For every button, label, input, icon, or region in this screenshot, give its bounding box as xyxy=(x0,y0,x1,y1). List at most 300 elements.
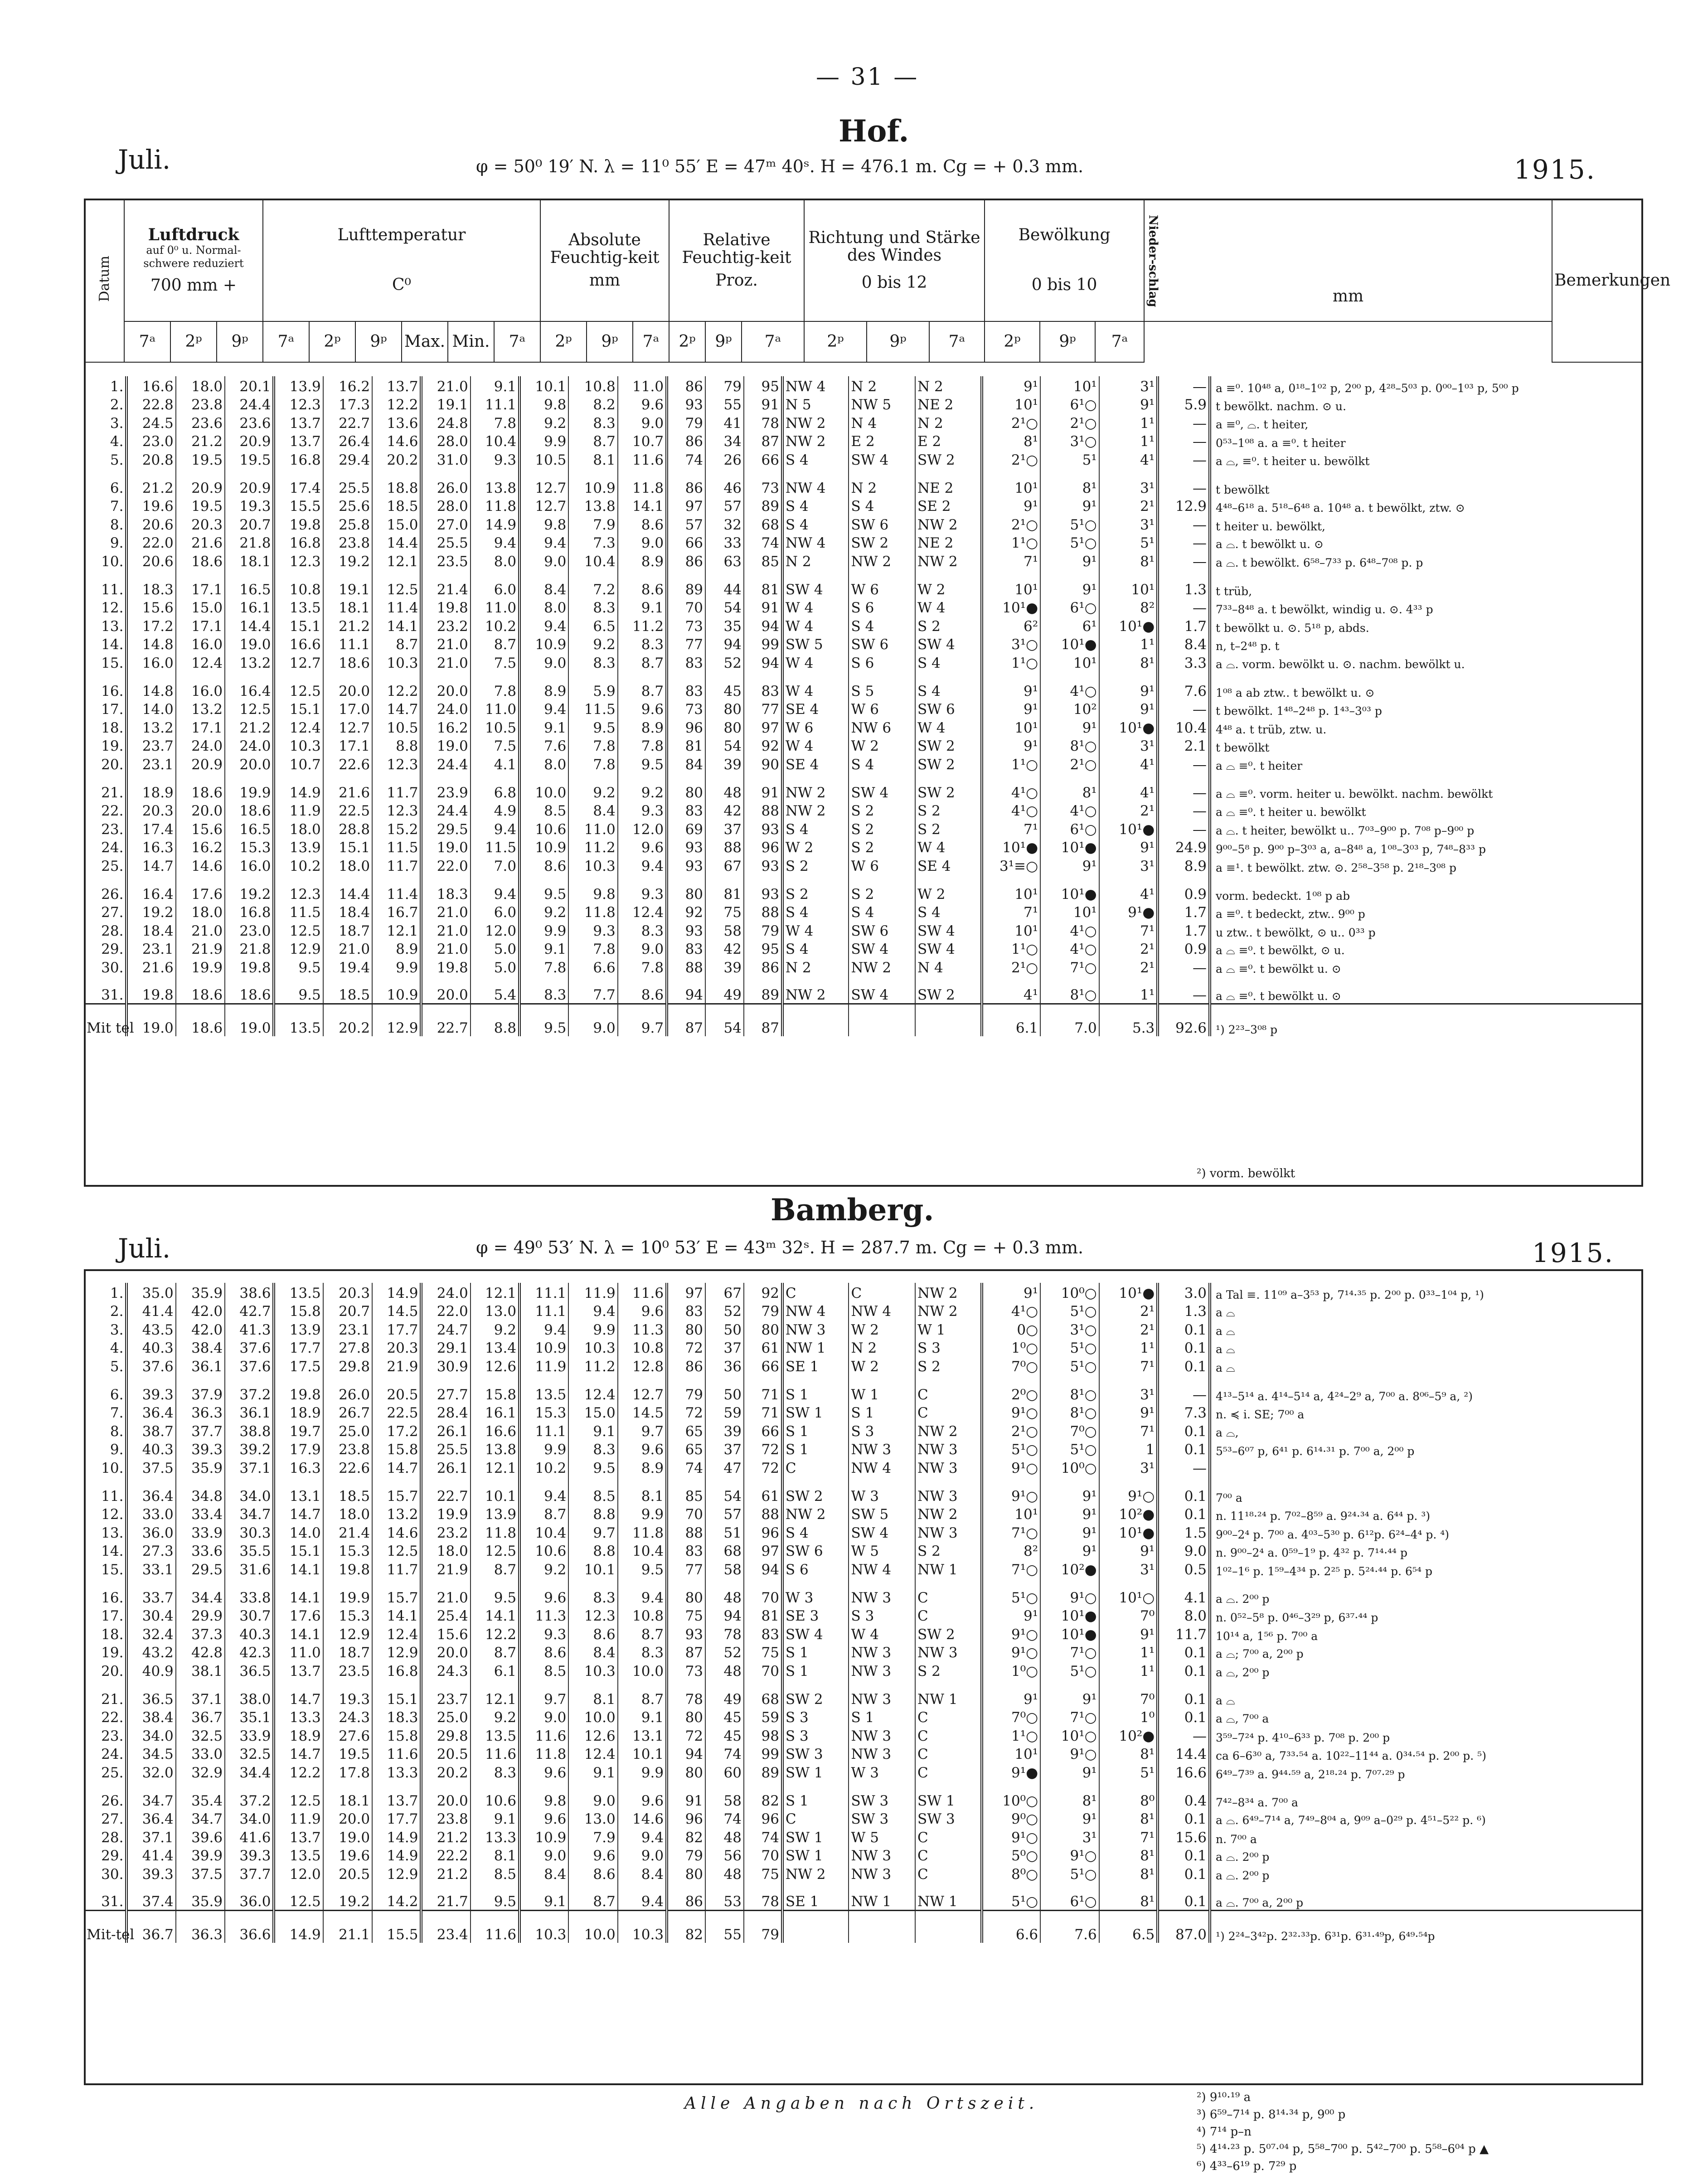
cell-cloud-9p: 10¹● xyxy=(1099,1283,1158,1301)
cell-cloud-9p: 3¹ xyxy=(1099,856,1158,874)
cell-abs-hum-9p: 9.0 xyxy=(618,413,667,432)
abs-humidity-header: Absolute Feuchtig-keit xyxy=(550,230,660,267)
col-max: Max. xyxy=(402,321,448,362)
cell-cloud-2p: 5¹○ xyxy=(1040,1440,1099,1458)
cell-remarks: t bewölkt xyxy=(1210,468,1643,496)
cell-temp-7a: 12.5 xyxy=(274,1781,323,1809)
cell-abs-hum-2p: 8.4 xyxy=(568,801,617,820)
cell-precipitation: 1.7 xyxy=(1158,903,1210,921)
cell-temp-2p: 15.1 xyxy=(323,838,372,856)
cell-wind-2p: NW 3 xyxy=(849,1679,915,1708)
cell-precipitation: 0.1 xyxy=(1158,1338,1210,1357)
cell-rel-hum-2p: 53 xyxy=(705,1883,744,1911)
cell-pressure-2p: 36.1 xyxy=(176,1356,225,1375)
cell-wind-7a: C xyxy=(782,1283,849,1301)
cell-abs-hum-7a: 9.6 xyxy=(519,1809,568,1828)
cell-temp-9p: 17.7 xyxy=(372,1320,421,1338)
cell-cloud-7a: 9¹ xyxy=(982,736,1041,755)
cell-temp-9p: 18.8 xyxy=(372,468,421,496)
cell-cloud-7a: 5¹○ xyxy=(982,1440,1041,1458)
cell-remarks: a ≡⁰. 10⁴⁸ a, 0¹⁸–1⁰² p, 2⁰⁰ p, 4²⁸–5⁰³ p. 0⁰⁰–1⁰³ p, 5⁰⁰ p xyxy=(1210,376,1643,395)
cell-temp-7a: 15.1 xyxy=(274,1541,323,1560)
cell-rel-hum-7a: 87 xyxy=(667,1643,705,1661)
cell-cloud-7a: 7⁰○ xyxy=(982,1356,1041,1375)
cell-temp-2p: 19.5 xyxy=(323,1744,372,1763)
cell-abs-hum-9p: 9.4 xyxy=(618,1827,667,1846)
cell-temp-9p: 14.9 xyxy=(372,1827,421,1846)
cell-temp-2p: 29.8 xyxy=(323,1356,372,1375)
footnote: ⁶) 4³³–6¹⁹ p. 7²⁹ p xyxy=(1197,2160,1297,2173)
cell-pressure-2p: 32.5 xyxy=(176,1726,225,1744)
cell-temp-2p: 12.9 xyxy=(323,1624,372,1643)
cell-wind-9p: C xyxy=(915,1726,982,1744)
cell-temp-min: 11.8 xyxy=(471,1523,519,1541)
cell-rel-hum-9p: 94 xyxy=(744,1559,782,1578)
cell-date: 24. xyxy=(84,1744,126,1763)
cell-wind-2p: W 4 xyxy=(849,1624,915,1643)
cell-rel-hum-2p: 52 xyxy=(705,1301,744,1320)
cell-abs-hum-7a: 8.4 xyxy=(519,570,568,598)
cell-rel-hum-2p: 37 xyxy=(705,1338,744,1357)
cell-pressure-7a: 40.3 xyxy=(126,1440,175,1458)
cell-pressure-7a: 40.9 xyxy=(126,1661,175,1679)
cell-temp-9p: 10.9 xyxy=(372,976,421,1004)
cell-wind-9p: C xyxy=(915,1578,982,1606)
cell-temp-7a: 10.8 xyxy=(274,570,323,598)
cell-pressure-2p: 12.4 xyxy=(176,653,225,671)
cell-pressure-7a: 33.7 xyxy=(126,1578,175,1606)
cell-abs-hum-2p: 8.7 xyxy=(568,1883,617,1911)
cell-pressure-9p: 40.3 xyxy=(225,1624,274,1643)
cell-date: 10. xyxy=(84,551,126,570)
cell-rel-hum-7a: 94 xyxy=(667,976,705,1004)
cell-temp-9p: 18.3 xyxy=(372,1708,421,1726)
cell-abs-hum-7a: 8.6 xyxy=(519,1643,568,1661)
cell-temp-min: 11.1 xyxy=(471,395,519,413)
cell-rel-hum-7a: 83 xyxy=(667,1541,705,1560)
cell-abs-hum-7a: 8.4 xyxy=(519,1864,568,1883)
cell-temp-2p: 27.8 xyxy=(323,1338,372,1357)
cell-temp-max: 23.2 xyxy=(421,616,470,635)
cell-wind-7a: NW 2 xyxy=(782,1505,849,1523)
cell-cloud-9p: 3¹ xyxy=(1099,376,1158,395)
cell-wind-9p: SW 1 xyxy=(915,1781,982,1809)
cell-wind-2p: W 6 xyxy=(849,856,915,874)
cell-pressure-9p: 37.7 xyxy=(225,1864,274,1883)
cell-temp-max: 22.2 xyxy=(421,1846,470,1864)
cell-cloud-2p: 10¹● xyxy=(1040,1624,1099,1643)
cell-cloud-7a: 2¹○ xyxy=(982,514,1041,533)
cell-abs-hum-9p: 9.2 xyxy=(618,773,667,801)
cell-rel-hum-9p: 88 xyxy=(744,903,782,921)
cell-wind-9p: W 2 xyxy=(915,874,982,903)
cell-rel-hum-2p: 50 xyxy=(705,1375,744,1403)
cell-pressure-7a: 19.2 xyxy=(126,903,175,921)
cell-abs-hum-2p: 6.5 xyxy=(568,616,617,635)
cell-temp-max: 30.9 xyxy=(421,1356,470,1375)
cell-cloud-9p: 9¹ xyxy=(1099,838,1158,856)
cell-temp-min: 11.5 xyxy=(471,838,519,856)
cell-date: 4. xyxy=(84,1338,126,1357)
cell-rel-hum-7a: 83 xyxy=(667,801,705,820)
cell-rel-hum-2p: 35 xyxy=(705,616,744,635)
cell-cloud-9p: 10¹○ xyxy=(1099,1578,1158,1606)
cell-date: 2. xyxy=(84,395,126,413)
cell-pressure-2p: 19.5 xyxy=(176,450,225,468)
cell-cloud-2p: 8¹○ xyxy=(1040,976,1099,1004)
cell-temp-min: 9.5 xyxy=(471,1883,519,1911)
cell-pressure-2p: 37.1 xyxy=(176,1679,225,1708)
cell-wind-2p: S 5 xyxy=(849,671,915,699)
cell-date: 17. xyxy=(84,699,126,718)
cell-temp-min: 6.0 xyxy=(471,903,519,921)
cell-pressure-7a: 36.5 xyxy=(126,1679,175,1708)
cell-wind-7a: SW 2 xyxy=(782,1679,849,1708)
cell-abs-hum-2p: 9.4 xyxy=(568,1301,617,1320)
cell-pressure-2p: 37.5 xyxy=(176,1864,225,1883)
cell-date: 8. xyxy=(84,514,126,533)
cell-temp-min: 9.1 xyxy=(471,1809,519,1828)
cell-date: 9. xyxy=(84,1440,126,1458)
cell-temp-2p: 20.0 xyxy=(323,671,372,699)
cell-wind-7a: S 4 xyxy=(782,1523,849,1541)
cell-rel-hum-2p: 49 xyxy=(705,976,744,1004)
cell-rel-hum-2p: 56 xyxy=(705,1846,744,1864)
cell-abs-hum-2p: 9.3 xyxy=(568,921,617,939)
cell-wind-7a: N 5 xyxy=(782,395,849,413)
cell-precipitation: 0.1 xyxy=(1158,1679,1210,1708)
cell-pressure-7a: 20.6 xyxy=(126,551,175,570)
cell-temp-9p: 15.7 xyxy=(372,1578,421,1606)
cell-wind-2p: N 2 xyxy=(849,376,915,395)
cell-pressure-9p: 37.6 xyxy=(225,1356,274,1375)
cell-wind-2p: NW 4 xyxy=(849,1559,915,1578)
cell-abs-hum-2p: 11.5 xyxy=(568,699,617,718)
cell-temp-min: 6.8 xyxy=(471,773,519,801)
cell-pressure-9p: 35.1 xyxy=(225,1708,274,1726)
cell-abs-hum-2p: 9.0 xyxy=(568,1004,617,1037)
cell-temp-min: 11.6 xyxy=(471,1744,519,1763)
cell-precipitation: 9.0 xyxy=(1158,1541,1210,1560)
cell-rel-hum-7a: 72 xyxy=(667,1403,705,1422)
cell-rel-hum-7a: 86 xyxy=(667,1883,705,1911)
cell-wind-9p: NW 3 xyxy=(915,1458,982,1476)
cell-date: 7. xyxy=(84,1403,126,1422)
cell-abs-hum-2p: 8.3 xyxy=(568,1440,617,1458)
cell-wind-7a: NW 2 xyxy=(782,432,849,450)
cell-abs-hum-9p: 8.6 xyxy=(618,514,667,533)
cell-pressure-2p: 18.0 xyxy=(176,903,225,921)
cell-pressure-2p: 35.9 xyxy=(176,1458,225,1476)
cell-temp-min: 14.1 xyxy=(471,1606,519,1625)
cell-wind-9p: NW 2 xyxy=(915,551,982,570)
cell-abs-hum-2p: 10.3 xyxy=(568,1661,617,1679)
cell-rel-hum-2p: 67 xyxy=(705,856,744,874)
cell-pressure-9p: 21.8 xyxy=(225,533,274,552)
cell-pressure-2p: 20.0 xyxy=(176,801,225,820)
cell-date: 16. xyxy=(84,1578,126,1606)
cell-rel-hum-2p: 37 xyxy=(705,819,744,838)
cell-rel-hum-2p: 49 xyxy=(705,1679,744,1708)
cell-rel-hum-9p: 68 xyxy=(744,514,782,533)
cell-abs-hum-7a: 9.0 xyxy=(519,551,568,570)
cell-wind-9p: W 4 xyxy=(915,838,982,856)
cell-temp-2p: 18.7 xyxy=(323,921,372,939)
cell-temp-max: 22.7 xyxy=(421,1476,470,1505)
cell-abs-hum-7a: 10.9 xyxy=(519,1338,568,1357)
cell-rel-hum-9p: 74 xyxy=(744,533,782,552)
cell-temp-9p: 15.8 xyxy=(372,1726,421,1744)
cell-temp-9p: 15.7 xyxy=(372,1476,421,1505)
cell-wind-7a: NW 4 xyxy=(782,468,849,496)
cell-cloud-2p: 6¹ xyxy=(1040,616,1099,635)
cell-cloud-7a: 8² xyxy=(982,1541,1041,1560)
cell-precipitation: 0.1 xyxy=(1158,1708,1210,1726)
cell-rel-hum-2p: 80 xyxy=(705,699,744,718)
cell-temp-min: 14.9 xyxy=(471,514,519,533)
cell-rel-hum-2p: 37 xyxy=(705,1440,744,1458)
cell-rel-hum-2p: 39 xyxy=(705,754,744,773)
cell-temp-9p: 13.7 xyxy=(372,376,421,395)
cell-precipitation: 0.5 xyxy=(1158,1559,1210,1578)
cell-temp-min: 5.4 xyxy=(471,976,519,1004)
cell-cloud-9p: 2¹ xyxy=(1099,496,1158,515)
cell-cloud-7a: 6.1 xyxy=(982,1004,1041,1037)
cell-wind-7a: SW 1 xyxy=(782,1403,849,1422)
cell-rel-hum-2p: 54 xyxy=(705,1476,744,1505)
cell-precipitation: 1.7 xyxy=(1158,616,1210,635)
cell-pressure-7a: 18.3 xyxy=(126,570,175,598)
cell-wind-9p: NW 3 xyxy=(915,1440,982,1458)
cell-wind-7a: SW 1 xyxy=(782,1827,849,1846)
cell-wind-9p: SW 4 xyxy=(915,635,982,653)
cell-precipitation: 0.1 xyxy=(1158,1846,1210,1864)
cell-pressure-2p: 37.9 xyxy=(176,1375,225,1403)
cell-temp-max: 24.8 xyxy=(421,413,470,432)
cell-cloud-7a: 4¹○ xyxy=(982,801,1041,820)
cell-pressure-9p: 32.5 xyxy=(225,1744,274,1763)
cell-precipitation: — xyxy=(1158,699,1210,718)
cell-cloud-9p: 8¹ xyxy=(1099,1864,1158,1883)
cell-pressure-9p: 20.9 xyxy=(225,468,274,496)
cell-pressure-9p: 16.4 xyxy=(225,671,274,699)
cell-temp-min: 9.5 xyxy=(471,1578,519,1606)
cell-wind-2p: W 6 xyxy=(849,699,915,718)
cell-temp-7a: 10.3 xyxy=(274,736,323,755)
cell-wind-7a: SE 1 xyxy=(782,1356,849,1375)
cell-cloud-9p: 1¹ xyxy=(1099,1643,1158,1661)
cell-rel-hum-9p: 91 xyxy=(744,773,782,801)
cell-pressure-7a: 37.1 xyxy=(126,1827,175,1846)
cell-temp-9p: 9.9 xyxy=(372,957,421,976)
cell-abs-hum-9p: 13.1 xyxy=(618,1726,667,1744)
cell-cloud-7a: 3¹○ xyxy=(982,635,1041,653)
cell-temp-max: 29.8 xyxy=(421,1726,470,1744)
cell-wind-9p: C xyxy=(915,1606,982,1625)
cell-temp-9p: 12.1 xyxy=(372,921,421,939)
cell-date: 30. xyxy=(84,1864,126,1883)
cell-rel-hum-7a: 94 xyxy=(667,1744,705,1763)
cell-pressure-9p: 19.8 xyxy=(225,957,274,976)
cell-temp-2p: 18.5 xyxy=(323,976,372,1004)
cell-cloud-7a: 9¹ xyxy=(982,376,1041,395)
cell-cloud-9p: 9¹● xyxy=(1099,903,1158,921)
cell-abs-hum-7a: 11.1 xyxy=(519,1301,568,1320)
cell-rel-hum-9p: 70 xyxy=(744,1578,782,1606)
cell-temp-2p: 19.6 xyxy=(323,1846,372,1864)
cell-temp-min: 9.4 xyxy=(471,874,519,903)
cell-date: 18. xyxy=(84,1624,126,1643)
cell-rel-hum-2p: 74 xyxy=(705,1809,744,1828)
cell-pressure-9p: 19.3 xyxy=(225,496,274,515)
cell-cloud-7a: 7¹○ xyxy=(982,1523,1041,1541)
col-7a: 7ᵃ xyxy=(929,321,985,362)
cell-remarks: a ⌓. 2⁰⁰ p xyxy=(1210,1846,1643,1864)
cell-remarks: a ⌓ ≡⁰. t bewölkt u. ⊙ xyxy=(1210,976,1643,1004)
cell-temp-max: 28.4 xyxy=(421,1403,470,1422)
cell-temp-9p: 14.7 xyxy=(372,1458,421,1476)
cell-temp-9p: 15.5 xyxy=(372,1911,421,1943)
cell-wind-9p: NW 2 xyxy=(915,1283,982,1301)
cell-cloud-7a: 9¹ xyxy=(982,1606,1041,1625)
cell-remarks: a ⌓, 7⁰⁰ a xyxy=(1210,1708,1643,1726)
cell-temp-max: 19.8 xyxy=(421,957,470,976)
cell-pressure-7a: 23.1 xyxy=(126,754,175,773)
cell-abs-hum-7a: 9.2 xyxy=(519,413,568,432)
cell-cloud-7a: 2¹○ xyxy=(982,957,1041,976)
cell-temp-max: 25.5 xyxy=(421,1440,470,1458)
cell-date: 13. xyxy=(84,1523,126,1541)
cell-precipitation: 8.0 xyxy=(1158,1606,1210,1625)
cell-rel-hum-7a: 96 xyxy=(667,1809,705,1828)
cell-wind-9p: NW 2 xyxy=(915,1505,982,1523)
cell-cloud-2p: 9¹ xyxy=(1040,856,1099,874)
cell-pressure-2p: 21.9 xyxy=(176,939,225,958)
cell-cloud-7a: 9¹ xyxy=(982,1679,1041,1708)
cell-rel-hum-2p: 41 xyxy=(705,413,744,432)
cell-wind-2p: W 2 xyxy=(849,1320,915,1338)
cell-abs-hum-2p: 8.2 xyxy=(568,395,617,413)
cell-abs-hum-2p: 9.2 xyxy=(568,773,617,801)
cell-temp-7a: 17.6 xyxy=(274,1606,323,1625)
cell-abs-hum-7a: 9.5 xyxy=(519,874,568,903)
cell-pressure-9p: 36.5 xyxy=(225,1661,274,1679)
cell-wind-7a: S 4 xyxy=(782,496,849,515)
cell-rel-hum-7a: 66 xyxy=(667,533,705,552)
cell-wind-7a: W 4 xyxy=(782,653,849,671)
cell-rel-hum-9p: 94 xyxy=(744,653,782,671)
cell-pressure-2p: 21.2 xyxy=(176,432,225,450)
cell-wind-7a: SW 6 xyxy=(782,1541,849,1560)
cell-pressure-7a: 30.4 xyxy=(126,1606,175,1625)
cell-rel-hum-2p: 80 xyxy=(705,718,744,736)
cell-temp-2p: 12.7 xyxy=(323,718,372,736)
cell-rel-hum-7a: 80 xyxy=(667,1708,705,1726)
cell-wind-9p: SW 2 xyxy=(915,754,982,773)
cell-temp-max: 22.0 xyxy=(421,1301,470,1320)
cell-wind-2p: NW 3 xyxy=(849,1864,915,1883)
cell-wind-2p: NW 4 xyxy=(849,1301,915,1320)
cell-wind-7a: S 1 xyxy=(782,1781,849,1809)
cell-abs-hum-2p: 11.2 xyxy=(568,838,617,856)
cell-cloud-9p: 9¹ xyxy=(1099,1403,1158,1422)
cell-abs-hum-7a: 11.6 xyxy=(519,1726,568,1744)
cell-abs-hum-2p: 8.5 xyxy=(568,1476,617,1505)
cell-pressure-2p: 37.3 xyxy=(176,1624,225,1643)
cell-remarks: a ⌓ xyxy=(1210,1338,1643,1357)
cell-pressure-9p: 34.4 xyxy=(225,1762,274,1781)
cell-date: 4. xyxy=(84,432,126,450)
cell-cloud-2p: 7.6 xyxy=(1040,1911,1099,1943)
cell-remarks: a ⌓; 7⁰⁰ a, 2⁰⁰ p xyxy=(1210,1643,1643,1661)
cell-rel-hum-9p: 82 xyxy=(744,1781,782,1809)
cell-wind-9p: SW 4 xyxy=(915,939,982,958)
cell-wind-9p: S 2 xyxy=(915,801,982,820)
cell-abs-hum-9p: 10.3 xyxy=(618,1911,667,1943)
cell-pressure-7a: 17.2 xyxy=(126,616,175,635)
cell-temp-9p: 15.1 xyxy=(372,1679,421,1708)
cell-rel-hum-9p: 89 xyxy=(744,1762,782,1781)
cell-temp-2p: 19.9 xyxy=(323,1578,372,1606)
cell-abs-hum-7a: 9.8 xyxy=(519,1781,568,1809)
cell-temp-max: 21.7 xyxy=(421,1883,470,1911)
cell-wind-2p: S 2 xyxy=(849,819,915,838)
cell-rel-hum-7a: 57 xyxy=(667,514,705,533)
cell-abs-hum-7a: 9.8 xyxy=(519,514,568,533)
cell-cloud-2p: 9¹ xyxy=(1040,1541,1099,1560)
cell-temp-min: 13.5 xyxy=(471,1726,519,1744)
cell-temp-9p: 14.1 xyxy=(372,616,421,635)
cell-cloud-7a: 9¹○ xyxy=(982,1624,1041,1643)
cell-abs-hum-2p: 12.3 xyxy=(568,1606,617,1625)
cell-rel-hum-9p: 81 xyxy=(744,1606,782,1625)
cell-temp-9p: 13.7 xyxy=(372,1781,421,1809)
cell-rel-hum-2p: 52 xyxy=(705,1643,744,1661)
cell-rel-hum-2p: 48 xyxy=(705,1827,744,1846)
cell-abs-hum-2p: 7.8 xyxy=(568,736,617,755)
cell-cloud-7a: 2¹○ xyxy=(982,1421,1041,1440)
cell-wind-2p: S 4 xyxy=(849,616,915,635)
cell-pressure-2p: 18.0 xyxy=(176,376,225,395)
temperature-header: Lufttemperatur xyxy=(337,226,466,245)
cell-temp-max: 21.0 xyxy=(421,635,470,653)
cell-cloud-2p: 7⁰○ xyxy=(1040,1421,1099,1440)
cell-precipitation: 0.1 xyxy=(1158,1883,1210,1911)
cell-temp-7a: 10.2 xyxy=(274,856,323,874)
cell-cloud-9p: 6.5 xyxy=(1099,1911,1158,1943)
cell-pressure-2p: 16.2 xyxy=(176,838,225,856)
cell-temp-7a: 17.5 xyxy=(274,1356,323,1375)
cell-pressure-2p: 20.9 xyxy=(176,468,225,496)
cell-wind-9p: C xyxy=(915,1864,982,1883)
cell-temp-max: 21.0 xyxy=(421,1578,470,1606)
cell-cloud-2p: 10¹ xyxy=(1040,653,1099,671)
cell-cloud-9p: 3¹ xyxy=(1099,468,1158,496)
cell-abs-hum-7a: 9.8 xyxy=(519,395,568,413)
cell-cloud-2p: 10²● xyxy=(1040,1559,1099,1578)
cell-rel-hum-7a: 75 xyxy=(667,1606,705,1625)
cell-precipitation: 15.6 xyxy=(1158,1827,1210,1846)
cell-precipitation: 0.1 xyxy=(1158,1476,1210,1505)
cell-rel-hum-9p: 97 xyxy=(744,1541,782,1560)
cell-temp-min: 13.3 xyxy=(471,1827,519,1846)
cell-abs-hum-9p: 11.2 xyxy=(618,616,667,635)
cell-temp-7a: 19.8 xyxy=(274,514,323,533)
cell-remarks: a ⌓. vorm. bewölkt u. ⊙. nachm. bewölkt u. xyxy=(1210,653,1643,671)
cell-pressure-9p: 15.3 xyxy=(225,838,274,856)
cell-date: 10. xyxy=(84,1458,126,1476)
cell-date: 9. xyxy=(84,533,126,552)
